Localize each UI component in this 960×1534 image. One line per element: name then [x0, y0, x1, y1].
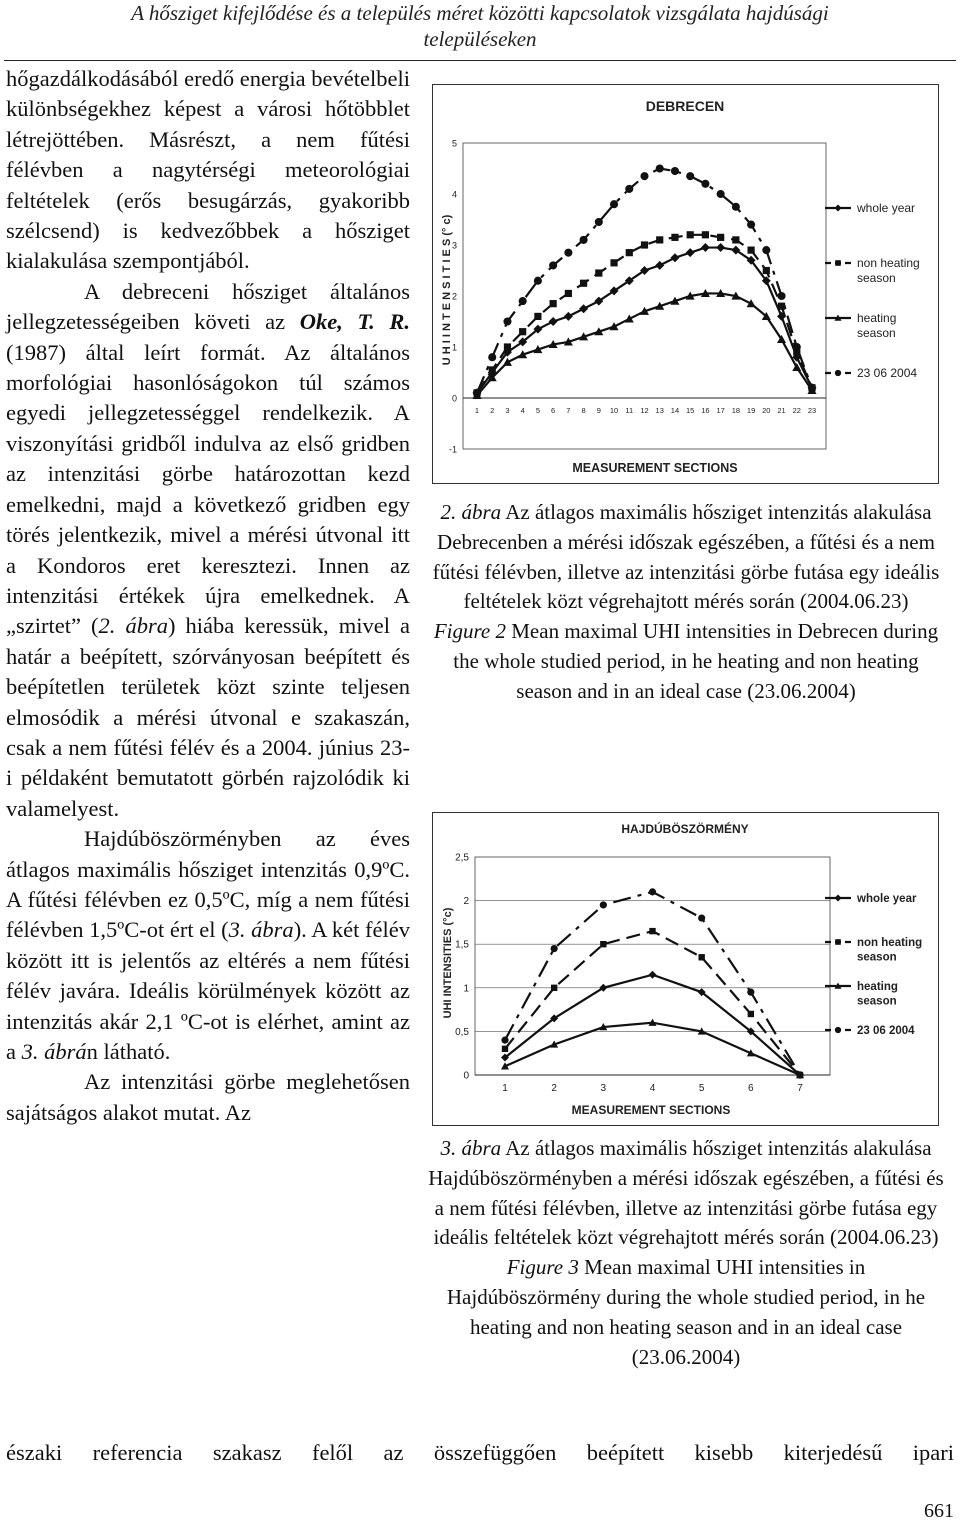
x-tick-label: 1 [502, 1083, 508, 1094]
x-axis-title: MEASUREMENT SECTIONS [572, 461, 738, 475]
legend-label [857, 366, 917, 380]
data-point [671, 234, 678, 241]
p3-text-1: Hajdúböszörményben az éves átlagos maximális hősziget intenzitás 0,9ºC. A fűtési félévben ez 0,5ºC, míg a nem fűtési félévben 1,5ºC-ot ért el ( [6, 826, 410, 943]
legend-label [857, 981, 898, 1008]
data-point [777, 292, 785, 300]
x-tick-label: 5 [698, 1083, 705, 1094]
data-point [595, 218, 603, 226]
chart-title: HAJDÚBÖSZÖRMÉNY [621, 822, 749, 836]
data-point [534, 277, 542, 285]
x-tick-label: 3 [600, 1083, 607, 1094]
data-point [717, 190, 725, 198]
data-point [580, 280, 587, 287]
x-tick-label: 20 [762, 406, 771, 415]
data-point [717, 234, 724, 241]
data-point [656, 236, 663, 243]
x-tick-label: 6 [748, 1083, 754, 1094]
x-tick-label: 14 [670, 406, 680, 415]
data-point [550, 300, 557, 307]
legend-marker [835, 939, 841, 945]
x-tick-label: 3 [505, 406, 510, 415]
data-point [519, 297, 527, 305]
x-tick-label: 18 [731, 406, 741, 415]
y-tick-label: -1 [448, 444, 457, 455]
x-tick-label: 2 [551, 1083, 557, 1094]
running-header-line1: A hősziget kifejlődése és a település méret közötti kapcsolatok vizsgálata hajdúsági [131, 1, 829, 25]
x-tick-label: 5 [535, 406, 540, 415]
figure-3-text-en: Mean maximal UHI intensities in Hajdúböszörmény during the whole studied period, in he heating and non heating season and in an ideal case (23.06.2004) [446, 1255, 926, 1369]
legend-label-line: season [857, 271, 896, 285]
data-point [489, 366, 496, 373]
figure-3-chart [432, 812, 939, 1126]
data-point [503, 317, 511, 325]
x-tick-label: 7 [566, 406, 571, 415]
y-tick-label: 5 [451, 138, 457, 149]
y-tick-label: 2,5 [455, 852, 469, 864]
legend-label-line: heating [857, 311, 897, 325]
x-tick-label: 2 [490, 406, 495, 415]
x-tick-label: 8 [581, 406, 586, 415]
page-number: 661 [924, 1500, 954, 1522]
y-tick-label: 0 [451, 393, 457, 404]
legend-label-line: non heating [857, 256, 920, 270]
paragraph-1: hőgazdálkodásából eredő energia bevételbeli különbségekhez képest a városi hőtöbblet létrejöttében. Másrészt, a nem fűtési félévben a nagytérségi meteorológiai feltételek (erős besugárzás, gyakoribb szélcsend) is kedvezőbbek a hősziget kialakulása szempontjából. [6, 66, 410, 274]
data-point [580, 236, 588, 244]
legend-label [856, 893, 917, 905]
data-point [649, 928, 655, 934]
x-tick-label: 11 [625, 406, 634, 415]
legend-label-line: whole year [857, 201, 916, 215]
data-point [747, 221, 755, 229]
x-tick-label: 15 [686, 406, 695, 415]
figure-ref-3: 3. ábra [228, 917, 294, 943]
figure-3-caption-hu [428, 1134, 944, 1253]
legend-label-line: 23 06 2004 [857, 366, 918, 380]
legend-marker [835, 1027, 841, 1033]
x-tick-label: 12 [640, 406, 649, 415]
x-tick-label: 16 [701, 406, 710, 415]
data-point [473, 389, 481, 397]
x-tick-label: 6 [551, 406, 556, 415]
legend-label-line: season [857, 995, 897, 1008]
data-point [701, 180, 709, 188]
data-point [519, 328, 526, 335]
y-tick-label: 0,5 [455, 1026, 469, 1038]
y-tick-label: 1 [451, 342, 457, 353]
legend-marker [835, 205, 842, 212]
legend-label-line: season [857, 951, 897, 964]
data-point [600, 941, 606, 947]
x-tick-label: 10 [609, 406, 619, 415]
data-point [747, 247, 754, 254]
legend-label-line: whole year [857, 893, 917, 905]
p2-text-3: ) hiába keressük, mivel a határ a beépített, szórványosan beépített és beépítetlen területek közt szinte teljesen elmosódik a mérési útvonal e szakaszán, csak a nem fűtési félév és a 2004. június 23-i példaként bemutatott görbén rajzolódik ki valamelyest. [6, 613, 411, 821]
data-point [504, 343, 511, 350]
data-point [763, 267, 770, 274]
data-point [747, 989, 754, 996]
x-tick-label: 7 [797, 1083, 803, 1094]
y-tick-label: 2 [451, 291, 457, 302]
paragraph-2 [6, 277, 410, 824]
data-point [793, 343, 801, 351]
left-column [6, 64, 410, 1128]
running-header [0, 0, 960, 52]
figure-2-chart [432, 84, 939, 484]
data-point [565, 290, 572, 297]
paragraph-4: Az intenzitási görbe meglehetősen sajátságos alakot mutat. Az [6, 1069, 410, 1125]
data-point [656, 164, 664, 172]
x-tick-label: 17 [716, 406, 725, 415]
data-point [640, 172, 648, 180]
p2-text-2: (1987) által leírt formát. Az általános morfológiai hasonlóságokon túl számos egyedi jellegzetességgel rendelkezik. A viszonyítási gridből indulva az első gridben az intenzitási görbe határozottan kezd emelkedni, majd a következő gridben egy törés jelentkezik, mivel a mérési útvonal itt a Kondoros eret keresztezi. Innen az intenzitási értékek újra emelkednek. A „szirtet” ( [6, 339, 410, 639]
data-point [698, 914, 705, 921]
figure-2-caption-hu [428, 498, 944, 617]
x-tick-label: 1 [474, 406, 480, 415]
legend-marker [835, 895, 842, 902]
figure-3-label-en: Figure 3 [506, 1255, 579, 1280]
data-point [796, 1071, 803, 1078]
p3-text-3: n látható. [86, 1039, 171, 1064]
data-point [595, 269, 602, 276]
data-point [748, 1011, 754, 1017]
data-point [686, 172, 694, 180]
figure-2-text-hu: Az átlagos maximális hősziget intenzitás alakulása Debrecenben a mérési időszak egészében, a fűtési és a nem fűtési félévben, illetve az intenzitási görbe futása egy ideális feltételek közt végrehajtott mérés során (2004.06.23) [432, 500, 940, 614]
y-tick-label: 2 [463, 896, 469, 908]
figure-ref-3b: 3. ábrá [21, 1039, 87, 1064]
data-point [610, 200, 618, 208]
running-header-line2: településeken [423, 27, 537, 51]
x-tick-label: 4 [520, 406, 525, 415]
figure-2-label-en: Figure 2 [433, 619, 506, 644]
legend-label-line: 23 06 2004 [857, 1025, 915, 1037]
legend-label-line: season [857, 326, 896, 340]
data-point [732, 236, 739, 243]
y-tick-label: 3 [451, 240, 457, 251]
plot-area [463, 143, 826, 449]
data-point [549, 261, 557, 269]
hajduboszormeny-chart-svg [433, 813, 938, 1125]
y-tick-label: 4 [451, 189, 457, 200]
legend-label-line: heating [857, 981, 898, 993]
data-point [808, 384, 816, 392]
data-point [687, 231, 694, 238]
data-point [732, 203, 740, 211]
x-axis-title: MEASUREMENT SECTIONS [571, 1103, 731, 1117]
data-point [600, 901, 607, 908]
x-tick-label: 23 [807, 406, 817, 415]
figure-2-text-en: Mean maximal UHI intensities in Debrecen during the whole studied period, in he heating and non heating season and in an ideal case (23.06.2004) [453, 619, 939, 703]
data-point [551, 985, 557, 991]
header-rule [4, 60, 956, 61]
data-point [501, 1037, 508, 1044]
data-point [610, 259, 617, 266]
legend-label [856, 201, 915, 215]
x-tick-label: 13 [655, 406, 664, 415]
chart-title: DEBRECEN [645, 98, 725, 114]
legend-label [857, 311, 896, 340]
legend-marker [835, 370, 841, 376]
data-point [534, 313, 541, 320]
debrecen-chart-svg [433, 85, 938, 483]
legend-label [857, 937, 922, 964]
x-tick-label: 22 [792, 406, 801, 415]
figure-3-label-hu: 3. ábra [440, 1136, 502, 1160]
full-width-line: északi referencia szakasz felől az összefüggően beépített kisebb kiterjedésű ipari [6, 1440, 954, 1465]
figure-3-caption [428, 1134, 944, 1372]
legend-label [857, 256, 920, 285]
data-point [564, 249, 572, 257]
data-point [625, 185, 633, 193]
x-tick-label: 21 [777, 406, 786, 415]
data-point [762, 246, 770, 254]
data-point [671, 167, 679, 175]
data-point [698, 954, 704, 960]
data-point [641, 241, 648, 248]
y-tick-label: 0 [463, 1070, 469, 1082]
data-point [702, 231, 709, 238]
x-tick-label: 19 [746, 406, 756, 415]
paragraph-3 [6, 824, 410, 1067]
y-tick-label: 1,5 [455, 939, 469, 951]
p2-text-1: A debreceni hősziget általános jellegzetességeiben követi az [6, 278, 410, 335]
figure-3-text-hu: Az átlagos maximális hősziget intenzitás alakulása Hajdúböszörményben a mérési időszak egészében, a fűtési és a nem fűtési félévben, illetve az intenzitási görbe futása egy ideális feltételek közt végrehajtott mérés során (2004.06.23) [428, 1136, 944, 1250]
data-point [626, 249, 633, 256]
data-point [502, 1046, 508, 1052]
p3-text-2: ). A két félév között itt is jelentős az eltérés a nem fűtési félév javára. Ideális körülmények között az intenzitás akár 2,1 ºC-ot is elérhet, amint az a [6, 917, 410, 1064]
legend-label [857, 1025, 915, 1037]
y-tick-label: 1 [463, 983, 469, 995]
figure-ref-2: 2. ábra [98, 613, 168, 639]
figure-2-label-hu: 2. ábra [440, 500, 502, 524]
figure-3-caption-en [428, 1253, 944, 1372]
y-axis-title: U H I I N T E N S I T I E S (° c) [441, 214, 453, 366]
author-citation: Oke, T. R. [299, 309, 411, 335]
y-axis-title: UHI INTENSITIES (°c) [442, 907, 454, 1019]
legend-label-line: non heating [857, 937, 923, 949]
figure-2-caption-en [428, 617, 944, 706]
x-tick-label: 9 [596, 406, 601, 415]
data-point [649, 888, 656, 895]
data-point [488, 353, 496, 361]
legend-marker [835, 260, 841, 266]
x-tick-label: 4 [649, 1083, 656, 1094]
data-point [551, 945, 558, 952]
figure-2-caption [428, 498, 944, 707]
